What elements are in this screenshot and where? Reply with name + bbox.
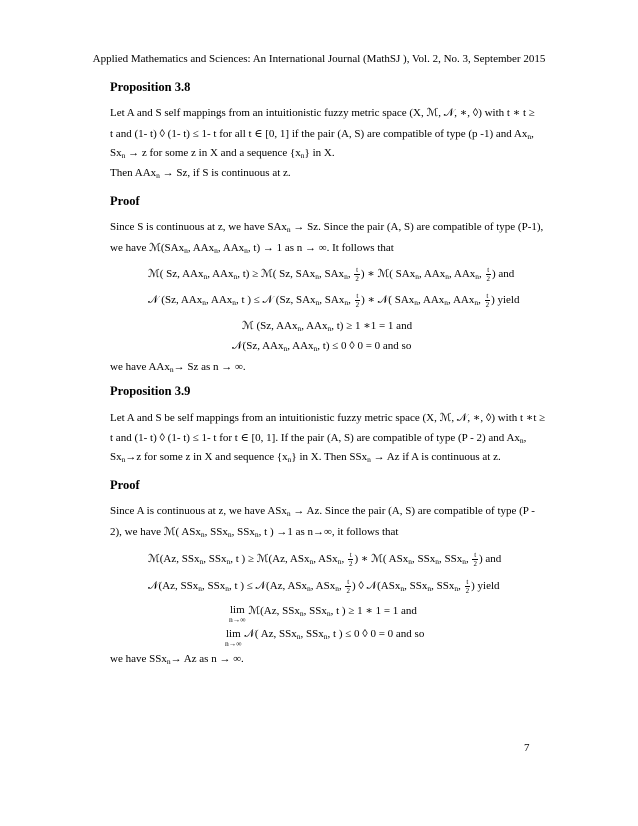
proof-2-heading: Proof [110,478,140,492]
fraction-t-over-2: $\frac{t}{2}$ [465,578,470,595]
limit-operator: lim n→∞ [225,628,242,648]
prop39-line-1: Let A and S be self mappings from an intuitionistic fuzzy metric space (X, ℳ, 𝒩, ∗, ◊) with t ∗t ≥ [110,412,546,424]
fraction-t-over-2: $\frac{t}{2}$ [486,266,491,283]
fraction-t-over-2: $\frac{t}{2}$ [485,292,490,309]
proof1-equation-3: ℳ (Sz, AAx$_n$, AAx$_n$, t) ≥ 1 ∗1 = 1 and [242,320,413,333]
proposition-3-8-heading: Proposition 3.8 [110,80,191,94]
fraction-t-over-2: $\frac{t}{2}$ [355,266,359,283]
proof1-equation-1: ℳ( Sz, AAx$_n$, AAx$_n$, t) ≥ ℳ( Sz, SAx$_n$, SAx$_n$, $\frac{t}{2}$ ) ∗ ℳ( SAx$_n$, AAx$_n$, AAx$_n$, $\frac{t}{2}$ ) and [148,266,515,283]
fraction-t-over-2: $\frac{t}{2}$ [473,551,477,568]
proof1-equation-2: 𝒩 (Sz, AAx$_n$, AAx$_n$, t ) ≤ 𝒩 (Sz, SAx$_n$, SAx$_n$, $\frac{t}{2}$ ) ∗ 𝒩( SAx$_n$, AAx$_n$, AAx$_n$, $\frac{t}{2}$ ) yield [148,292,520,309]
proof1-conclusion: we have AAx$_n$→ Sz as n → ∞. [110,361,246,374]
prop38-line-4: Then AAx$_n$ → Sz, if S is continuous at z. [110,167,291,180]
proof1-line-1: Since S is continuous at z, we have SAx$_n$ → Sz. Since the pair (A, S) are compatible of type (P-1), [110,221,544,234]
prop39-line-2: t and (1- t) ◊ (1- t) ≤ 1- t for t ∈ [0, 1]. If the pair (A, S) are compatible of type (P - 2) and $Ax_n$, [110,432,527,445]
proof2-line-2: 2), we have ℳ( ASx$_n$, SSx$_n$, SSx$_n$, t ) →1 as n→∞, it follows that [110,526,399,539]
proof2-equation-3: lim n→∞ ℳ(Az, SSx$_n$, SSx$_n$, t ) ≥ 1 ∗ 1 = 1 and [229,604,417,624]
prop38-line-2: t and (1- t) ◊ (1- t) ≤ 1- t for all t ∈ [0, 1] if the pair (A, S) are compatible of type (p -1) and $Ax_n$, [110,128,534,141]
prop38-line-3: $Sx_n \to z$ for some z in X and a sequence $\{x_n\}$ in X. [110,147,335,160]
prop38-line-1: Let A and S self mappings from an intuitionistic fuzzy metric space (X, ℳ, 𝒩, ∗, ◊) with t ∗ t ≥ [110,107,535,119]
proof1-line-2: we have ℳ(SAx$_n$, AAx$_n$, AAx$_n$, t) → 1 as n → ∞. It follows that [110,242,394,255]
proof-1-heading: Proof [110,194,140,208]
proposition-3-9-heading: Proposition 3.9 [110,384,191,398]
page-number: 7 [524,742,530,754]
running-header: Applied Mathematics and Sciences: An International Journal (MathSJ ), Vol. 2, No. 3, September 2015 [92,53,546,65]
fraction-t-over-2: $\frac{t}{2}$ [348,551,353,568]
proof2-equation-1: ℳ(Az, SSx$_n$, SSx$_n$, t ) ≥ ℳ(Az, ASx$_n$, ASx$_n$, $\frac{t}{2}$ ) ∗ ℳ( ASx$_n$, SSx$_n$, SSx$_n$, $\frac{t}{2}$ ) and [148,551,502,568]
prop39-line-3: $Sx_n\to z$ for some z in X and sequence $\{x_n\}$ in X. Then SSx$_n$ → Az if A is continuous at z. [110,451,501,464]
limit-operator: lim n→∞ [229,604,246,624]
fraction-t-over-2: $\frac{t}{2}$ [355,292,360,309]
proof2-line-1: Since A is continuous at z, we have ASx$_n$ → Az. Since the pair (A, S) are compatible of type (P - [110,505,535,518]
proof2-conclusion: we have SSx$_n$→ Az as n → ∞. [110,653,244,666]
proof2-equation-2: 𝒩(Az, SSx$_n$, SSx$_n$, t ) ≤ 𝒩(Az, ASx$_n$, ASx$_n$, $\frac{t}{2}$ ) ◊ 𝒩(ASx$_n$, SSx$_n$, SSx$_n$, $\frac{t}{2}$ ) yield [148,578,500,595]
proof2-equation-4: lim n→∞ 𝒩( Az, SSx$_n$, SSx$_n$, t ) ≤ 0 ◊ 0 = 0 and so [225,628,425,648]
fraction-t-over-2: $\frac{t}{2}$ [346,578,350,595]
proof1-equation-4: 𝒩(Sz, AAx$_n$, AAx$_n$, t) ≤ 0 ◊ 0 = 0 and so [232,340,412,353]
